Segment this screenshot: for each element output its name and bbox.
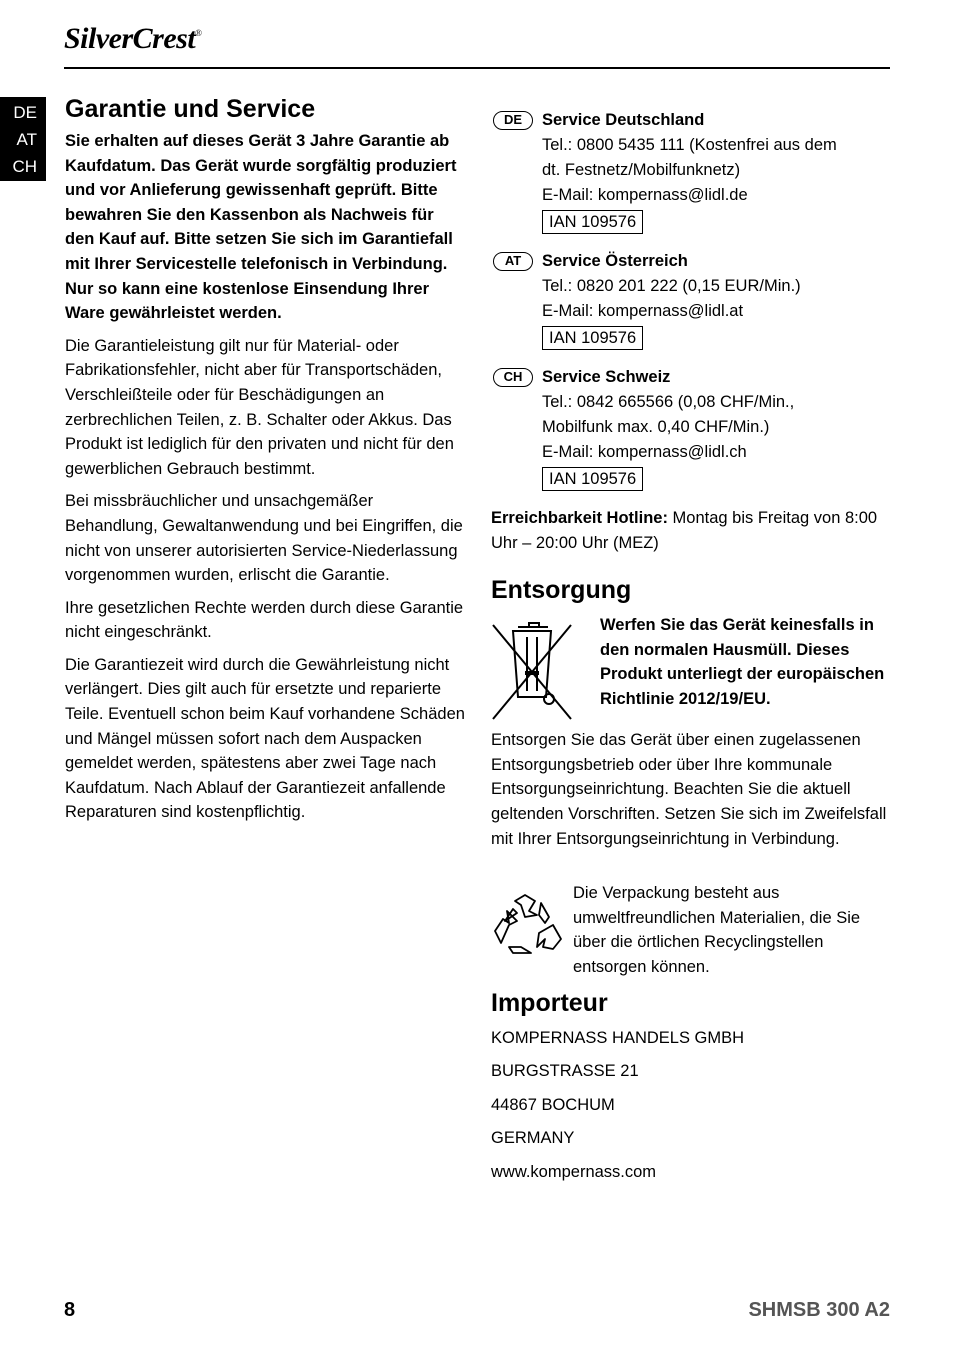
- language-tab: [0, 97, 46, 181]
- service-name: Service Schweiz: [542, 368, 671, 386]
- recycle-text: Die Verpackung besteht aus umweltfreundlichen Materialien, die Sie über die örtlichen Recyclingstellen entsorgen können.: [573, 884, 861, 976]
- disposal-text: Entsorgen Sie das Gerät über einen zugelassenen Entsorgungsbetrieb oder über Ihre kommunale Entsorgungseinrichtung. Beachten Sie die aktuell geltenden Vorschriften. Setzen Sie sich im Zweifelsfall mit Ihrer Entsorgungseinrichtung in Verbindung.: [491, 731, 887, 848]
- lang-at: AT: [16, 130, 37, 149]
- guarantee-paragraph: Bei missbräuchlicher und unsachgemäßer Behandlung, Gewaltanwendung und bei Eingriffen, die nicht von unserer autorisierten Service-Niederlassung vorgenommen wurden, erlischt die Garantie.: [65, 492, 463, 585]
- service-switzerland: [491, 365, 889, 492]
- guarantee-paragraph: Die Garantiezeit wird durch die Gewährleistung nicht verlängert. Dies gilt auch für ersetzte und reparierte Teile. Eventuell schon beim Kauf vorhandene Schäden und Mängel müssen sofort nach dem Auspacken gemeldet werden, spätestens aber zwei Tage nach Kaufdatum. Nach Ablauf der Garantiezeit anfallende Reparaturen sind kostenpflichtig.: [65, 655, 465, 822]
- importer-heading: Importeur: [491, 988, 608, 1017]
- right-column: [491, 108, 889, 1194]
- service-phone: Tel.: 0842 665566 (0,08 CHF/Min.,: [542, 393, 795, 411]
- importer-company: KOMPERNASS HANDELS GMBH: [491, 1028, 745, 1047]
- crossed-bin-icon: [491, 617, 573, 721]
- importer-street: BURGSTRASSE 21: [491, 1062, 639, 1081]
- importer-website[interactable]: www.kompernass.com: [491, 1162, 657, 1181]
- lang-de: DE: [13, 103, 37, 122]
- service-name: Service Deutschland: [542, 111, 705, 129]
- ian-box: IAN 109576: [542, 467, 643, 491]
- hotline-label: Erreichbarkeit Hotline:: [491, 509, 668, 527]
- service-germany: [491, 108, 889, 235]
- guarantee-intro: Sie erhalten auf dieses Gerät 3 Jahre Garantie ab Kaufdatum. Das Gerät wurde sorgfältig produziert und vor Anlieferung gewissenhaft geprüft. Bitte bewahren Sie den Kassenbon als Nachweis für den Kauf auf. Bitte setzen Sie sich im Garantiefall mit Ihrer Servicestelle telefonisch in Verbindung. Nur so kann eine kostenlose Einsendung Ihrer Ware gewährleistet werden.: [65, 132, 457, 323]
- model-number: SHMSB 300 A2: [748, 1299, 890, 1321]
- guarantee-paragraph: Die Garantieleistung gilt nur für Material- oder Fabrikationsfehler, nicht aber für Transportschäden, Verschleißteile oder für Beschädigungen an zerbrechlichen Teilen, z. B. Schalter oder Akkus. Das Produkt ist lediglich für den privaten und nicht für den gewerblichen Gebrauch bestimmt.: [65, 336, 454, 478]
- weee-text: Werfen Sie das Gerät keinesfalls in den normalen Hausmüll. Dieses Produkt unterliegt der europäischen Richtlinie 2012/19/EU.: [600, 616, 885, 708]
- service-phone-note: dt. Festnetz/Mobilfunknetz): [542, 161, 741, 179]
- service-phone: Tel.: 0800 5435 111 (Kostenfrei aus dem: [542, 136, 837, 154]
- country-badge-at: AT: [493, 252, 533, 271]
- header-rule: [64, 67, 890, 69]
- recycling-icon: [491, 891, 567, 963]
- importer-section: [491, 988, 889, 1185]
- hotline-text: Montag bis Freitag von 8:00 Uhr – 20:00 Uhr (MEZ): [491, 509, 878, 552]
- service-austria: [491, 249, 889, 351]
- recycling-notice: [491, 881, 889, 979]
- ian-box: IAN 109576: [542, 210, 643, 234]
- importer-city: 44867 BOCHUM: [491, 1095, 615, 1114]
- service-email: E-Mail: kompernass@lidl.de: [542, 186, 748, 204]
- country-badge-de: DE: [493, 111, 533, 130]
- service-name: Service Österreich: [542, 252, 688, 270]
- service-phone-note: Mobilfunk max. 0,40 CHF/Min.): [542, 418, 770, 436]
- service-email: E-Mail: kompernass@lidl.at: [542, 302, 744, 320]
- weee-notice: [491, 613, 889, 728]
- importer-country: GERMANY: [491, 1129, 575, 1148]
- page-number: 8: [64, 1299, 76, 1321]
- service-email: E-Mail: kompernass@lidl.ch: [542, 443, 747, 461]
- guarantee-paragraph: Ihre gesetzlichen Rechte werden durch diese Garantie nicht eingeschränkt.: [65, 598, 464, 642]
- ian-box: IAN 109576: [542, 326, 643, 350]
- country-badge-ch: CH: [493, 368, 533, 387]
- brand-logo: SilverCrest®: [64, 22, 202, 55]
- hotline-info: [491, 506, 889, 555]
- disposal-heading: Entsorgung: [491, 576, 632, 605]
- service-phone: Tel.: 0820 201 222 (0,15 EUR/Min.): [542, 277, 801, 295]
- lang-ch: CH: [12, 157, 37, 176]
- guarantee-heading: Garantie und Service: [65, 95, 316, 123]
- left-column: [65, 94, 465, 833]
